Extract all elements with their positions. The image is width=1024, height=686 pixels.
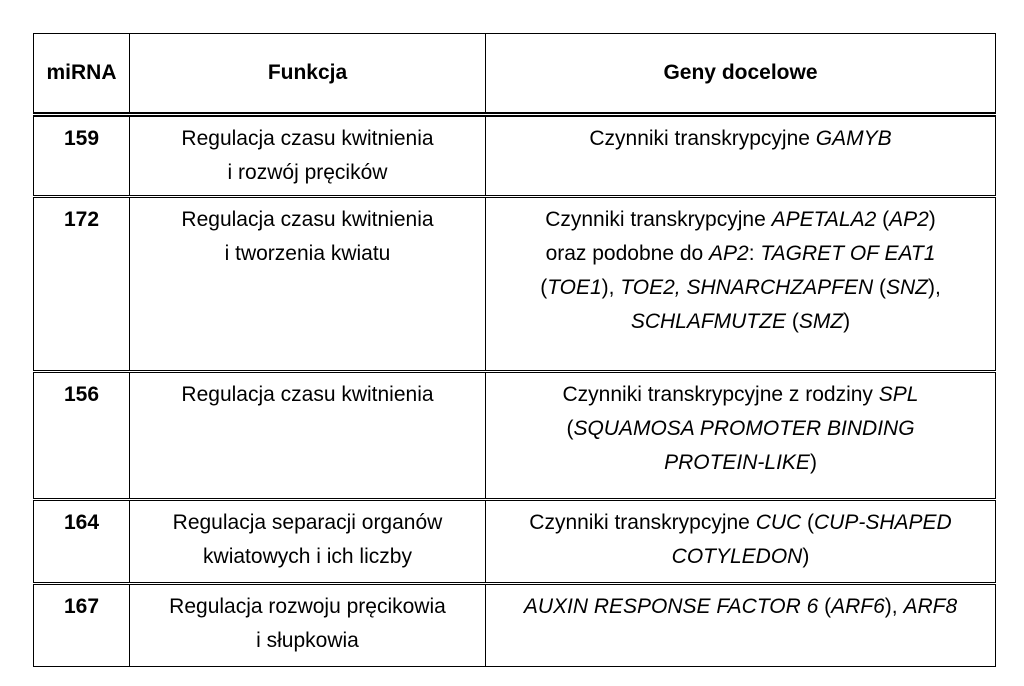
target-text: ), [927, 276, 941, 299]
function-line: i słupkowia [256, 629, 359, 652]
header-function: Funkcja [130, 34, 486, 115]
function-line: i tworzenia kwiatu [224, 242, 391, 265]
target-text: : [748, 242, 761, 265]
table-row [34, 372, 996, 500]
gene-name: AP2 [709, 242, 749, 265]
function-line: Regulacja separacji organów [172, 511, 443, 534]
gene-name: ARF6 [831, 595, 885, 618]
function-line: kwiatowych i ich liczby [203, 545, 412, 568]
target-text: ( [818, 595, 832, 618]
target-genes-cell [486, 372, 996, 500]
gene-name: SCHLAFMUTZE [630, 310, 787, 333]
target-text: Czynniki transkrypcyjne [545, 208, 772, 231]
header-mirna: miRNA [34, 34, 130, 115]
target-text: ), [884, 595, 904, 618]
mirna-id: 159 [34, 115, 130, 197]
table-row [34, 584, 996, 667]
target-genes-cell [486, 584, 996, 667]
gene-name: CUP-SHAPED [814, 511, 952, 534]
function-cell [130, 372, 486, 500]
target-text: ) [809, 451, 817, 474]
gene-name: APETALA2 [771, 208, 877, 231]
function-cell [130, 500, 486, 584]
target-text: ( [876, 208, 890, 231]
mirna-table [33, 33, 996, 667]
target-text: ( [566, 417, 574, 440]
mirna-id: 167 [34, 584, 130, 667]
gene-name: SMZ [798, 310, 844, 333]
function-cell [130, 115, 486, 197]
target-text: ( [873, 276, 886, 299]
gene-name: COTYLEDON [671, 545, 803, 568]
target-text: oraz podobne do [545, 242, 710, 265]
table-row [34, 197, 996, 372]
gene-name: CUC [755, 511, 802, 534]
target-genes-cell [486, 115, 996, 197]
gene-name: AUXIN RESPONSE FACTOR 6 [523, 595, 819, 618]
target-text: Czynniki transkrypcyjne [589, 127, 816, 150]
function-line: Regulacja czasu kwitnienia [181, 383, 434, 406]
function-line: i rozwój pręcików [227, 161, 388, 184]
target-genes-cell [486, 500, 996, 584]
target-text: Czynniki transkrypcyjne z rodziny [562, 383, 879, 406]
mirna-id: 172 [34, 197, 130, 372]
gene-name: SNZ [885, 276, 928, 299]
target-text: ) [843, 310, 851, 333]
target-text: ( [786, 310, 799, 333]
gene-name: PROTEIN-LIKE [664, 451, 810, 474]
gene-name: ARF8 [903, 595, 958, 618]
gene-name: TOE2, SHNARCHZAPFEN [620, 276, 874, 299]
function-line: Regulacja czasu kwitnienia [181, 127, 434, 150]
target-text: ) [802, 545, 810, 568]
function-cell [130, 197, 486, 372]
gene-name: AP2 [889, 208, 929, 231]
gene-name: SQUAMOSA PROMOTER BINDING [573, 417, 915, 440]
target-text: ) [928, 208, 936, 231]
target-text: Czynniki transkrypcyjne [529, 511, 756, 534]
target-text: ( [801, 511, 815, 534]
gene-name: SPL [878, 383, 919, 406]
table-header-row [34, 34, 996, 115]
header-target-genes: Geny docelowe [486, 34, 996, 115]
table-row [34, 500, 996, 584]
gene-name: GAMYB [815, 127, 892, 150]
function-cell [130, 584, 486, 667]
gene-name: TAGRET OF EAT1 [760, 242, 936, 265]
gene-name: TOE1 [547, 276, 602, 299]
mirna-id: 164 [34, 500, 130, 584]
target-text: ), [601, 276, 621, 299]
function-line: Regulacja czasu kwitnienia [181, 208, 434, 231]
target-text: ( [540, 276, 548, 299]
function-line: Regulacja rozwoju pręcikowia [169, 595, 446, 618]
mirna-id: 156 [34, 372, 130, 500]
table-row [34, 115, 996, 197]
target-genes-cell [486, 197, 996, 372]
